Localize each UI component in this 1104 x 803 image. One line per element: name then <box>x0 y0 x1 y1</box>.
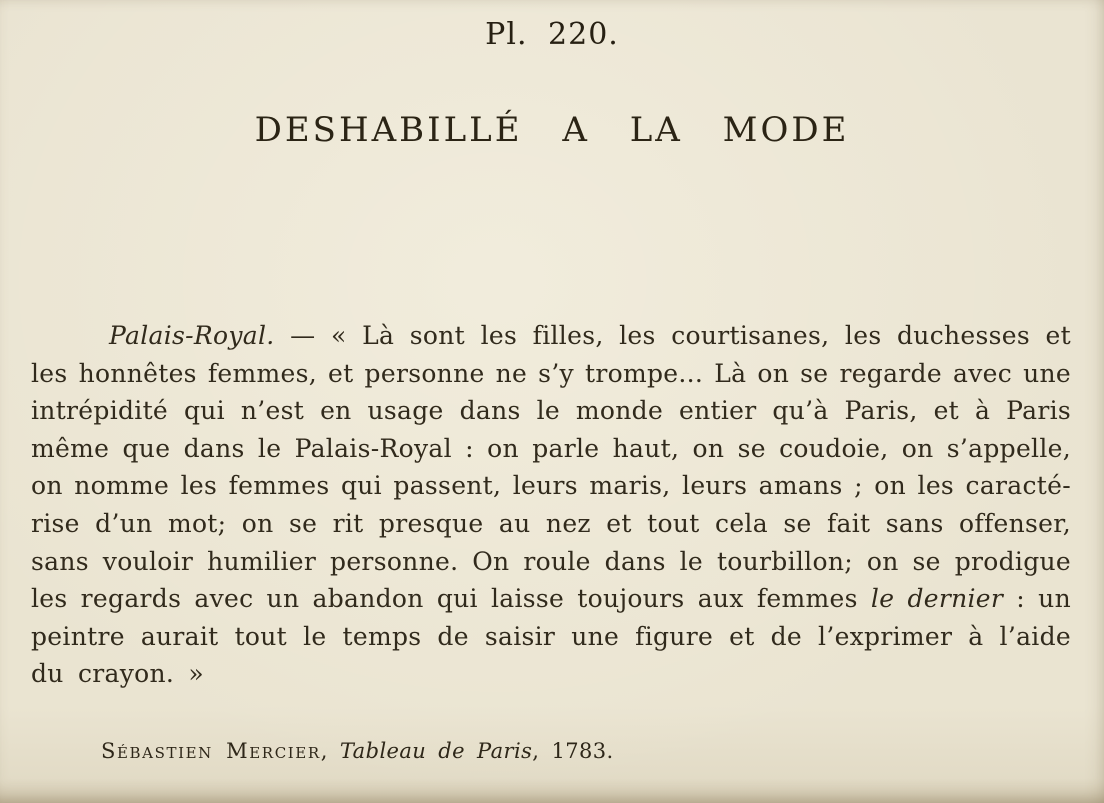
text-segment: intrépidité qui n’est en usage dans le monde entier qu’à Paris, et à Paris <box>31 396 1071 426</box>
text-segment: du crayon. » <box>31 659 204 689</box>
text-segment: le dernier <box>870 584 1004 614</box>
text-segment: — « Là sont les filles, les courtisanes, les duchesses et <box>274 321 1071 350</box>
text-line <box>31 355 1071 393</box>
text-segment: les honnêtes femmes, et personne ne s’y trompe... Là on se regarde avec une <box>31 358 1071 388</box>
page-title: DESHABILLÉ A LA MODE <box>254 110 850 150</box>
text-line <box>31 543 1071 581</box>
text-segment: les regards avec un abandon qui laisse toujours aux femmes <box>31 584 871 614</box>
text-segment: , <box>320 739 340 763</box>
text-segment: on nomme les femmes qui passent, leurs maris, leurs amans ; on les caracté- <box>31 471 1071 501</box>
text-line <box>31 467 1071 505</box>
text-segment: peintre aurait tout le temps de saisir une figure et de l’exprimer à l’aide <box>31 621 1071 651</box>
text-segment: même que dans le Palais-Royal : on parle haut, on se coudoie, on s’appelle, <box>31 433 1071 463</box>
text-segment: sans vouloir humilier personne. On roule dans le tourbillon; on se prodigue <box>31 546 1071 576</box>
text-line <box>31 392 1071 430</box>
text-line <box>31 580 1071 618</box>
text-segment: Palais-Royal. <box>109 321 275 350</box>
text-line <box>31 505 1071 543</box>
text-line <box>31 317 1071 355</box>
text-line <box>31 618 1071 656</box>
attribution <box>101 739 614 763</box>
plate-number: Pl. 220. <box>485 17 619 52</box>
text-segment: rise d’un mot; on se rit presque au nez et tout cela se fait sans offenser, <box>31 508 1071 538</box>
attribution-author: Sébastien Mercier <box>101 739 321 763</box>
attribution-year: , 1783. <box>532 739 614 763</box>
attribution-work-title: Tableau de Paris <box>339 739 533 763</box>
quote-paragraph <box>31 317 1071 693</box>
text-line <box>31 655 1071 693</box>
text-segment: : un <box>1003 584 1071 614</box>
text-line <box>31 430 1071 468</box>
